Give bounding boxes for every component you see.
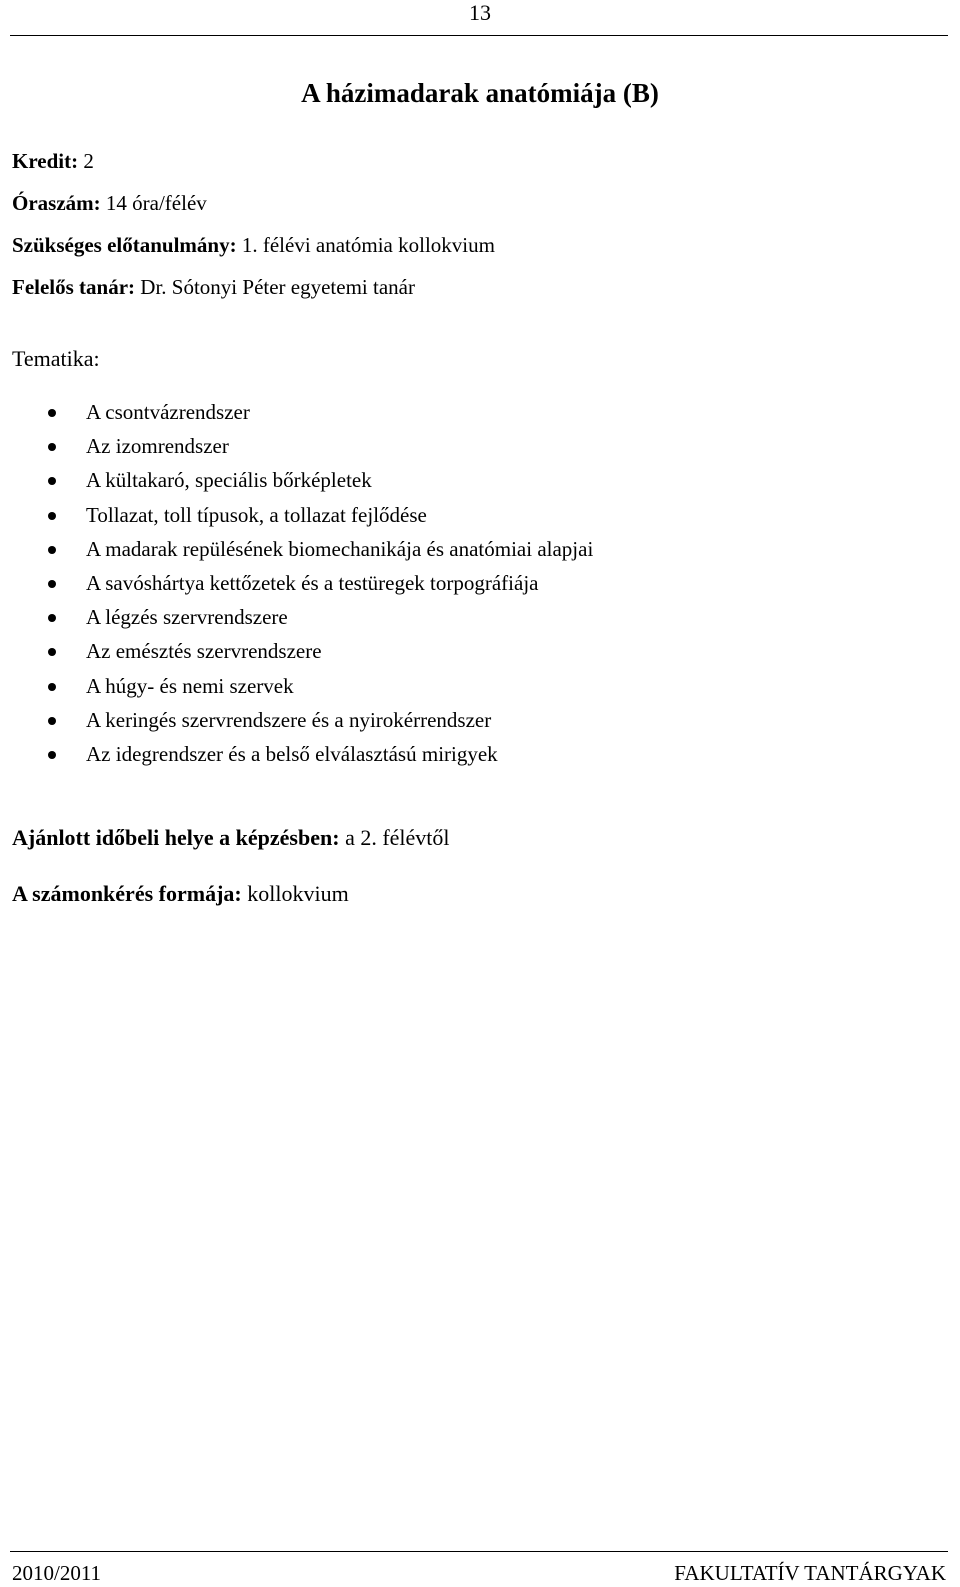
page-title-text: A házimadarak anatómiája (B) xyxy=(301,78,659,108)
field-felelos-label: Felelős tanár: xyxy=(12,275,136,299)
topic-text: A húgy- és nemi szervek xyxy=(86,673,294,698)
field-ajanlott-value: a 2. félévtől xyxy=(345,825,450,850)
bullet-icon xyxy=(48,546,56,554)
field-oraszam xyxy=(12,190,207,216)
bullet-icon xyxy=(48,580,56,588)
page-title xyxy=(0,76,960,110)
bullet-icon xyxy=(48,648,56,656)
field-elotanulmany-label: Szükséges előtanulmány: xyxy=(12,233,237,257)
topic-text: Az emésztés szervrendszere xyxy=(86,639,322,664)
topic-text: A csontvázrendszer xyxy=(86,400,250,424)
field-elotanulmany xyxy=(12,232,495,258)
field-ajanlott-label: Ajánlott időbeli helye a képzésben: xyxy=(12,825,340,850)
bullet-icon xyxy=(48,477,56,485)
field-kredit-label: Kredit: xyxy=(12,149,79,173)
field-szamonkeres-value: kollokvium xyxy=(247,881,349,906)
topic-text: Tollazat, toll típusok, a tollazat fejlődése xyxy=(86,502,427,527)
footer-divider xyxy=(10,1551,948,1552)
field-felelos-value: Dr. Sótonyi Péter egyetemi tanár xyxy=(140,275,415,299)
bullet-icon xyxy=(48,717,56,725)
topic-text: A savóshártya kettőzetek és a testüregek torpográfiája xyxy=(86,570,539,595)
bullet-icon xyxy=(48,683,56,691)
bullet-icon xyxy=(48,443,56,451)
topic-text: Az idegrendszer és a belső elválasztású mirigyek xyxy=(86,741,498,766)
field-felelos xyxy=(12,274,415,300)
topic-text: A kültakaró, speciális bőrképletek xyxy=(86,468,372,493)
topic-text: Az izomrendszer xyxy=(86,434,229,459)
field-kredit xyxy=(12,148,94,174)
bullet-icon xyxy=(48,409,56,417)
field-kredit-value: 2 xyxy=(83,149,94,173)
page-number: 13 xyxy=(469,0,491,25)
footer-year: 2010/2011 xyxy=(12,1561,102,1585)
field-oraszam-label: Óraszám: xyxy=(12,191,101,215)
field-szamonkeres-label: A számonkérés formája: xyxy=(12,881,242,906)
bullet-icon xyxy=(48,614,56,622)
field-ajanlott xyxy=(12,825,450,851)
topic-text: A keringés szervrendszere és a nyirokérrendszer xyxy=(86,707,492,732)
tematika-heading: Tematika: xyxy=(12,346,100,371)
field-szamonkeres xyxy=(12,881,349,907)
topic-text: A légzés szervrendszere xyxy=(86,605,288,630)
field-elotanulmany-value: 1. félévi anatómia kollokvium xyxy=(241,233,495,257)
field-oraszam-value: 14 óra/félév xyxy=(105,191,207,215)
header-divider xyxy=(10,35,948,36)
topic-text: A madarak repülésének biomechanikája és anatómiai alapjai xyxy=(86,536,594,561)
footer-section: FAKULTATÍV TANTÁRGYAK xyxy=(674,1561,946,1585)
bullet-icon xyxy=(48,512,56,520)
bullet-icon xyxy=(48,751,56,759)
